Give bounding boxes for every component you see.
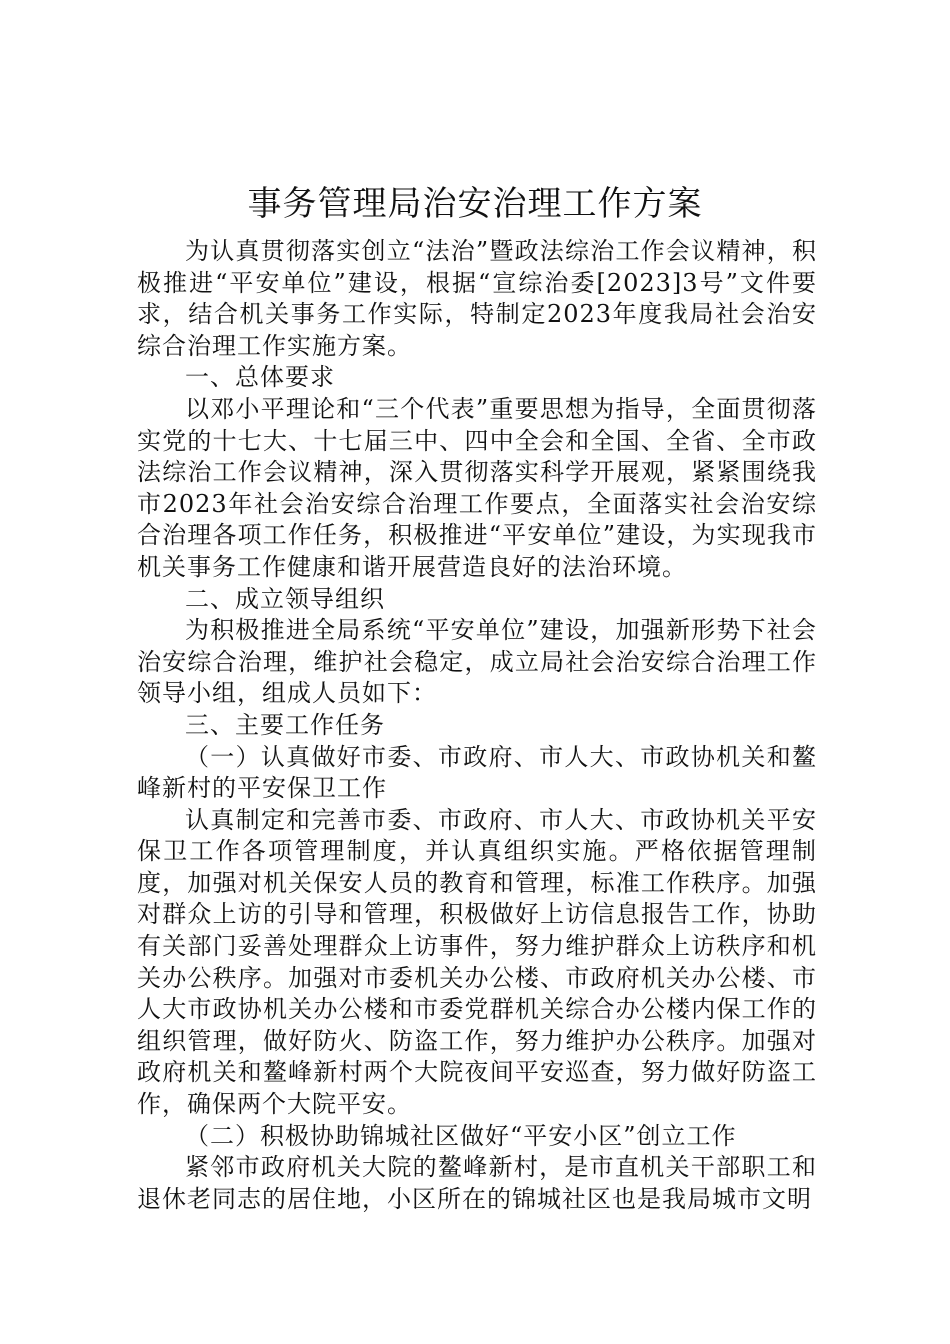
document-title: 事务管理局治安治理工作方案 — [247, 184, 703, 224]
heading-main-tasks: 三、主要工作任务 — [185, 710, 385, 739]
paragraph-general-requirements: 以邓小平理论和“三个代表”重要思想为指导，全面贯彻落实党的十七大、十七届三中、四中全会和全国、全省、全市政法综治工作会议精神，深入贯彻落实科学开展观，紧紧围绕我市2023年社会治安综合治理工作要点，全面落实社会治安综合治理各项工作任务，积极推进“平安单位”建设，为实现我市机关事务工作健康和谐开展营造良好的法治环境。 — [137, 394, 817, 581]
subheading-task-one: （一）认真做好市委、市政府、市人大、市政协机关和鳌峰新村的平安保卫工作 — [137, 742, 817, 803]
paragraph-task-two: 紧邻市政府机关大院的鳌峰新村，是市直机关干部职工和退休老同志的居住地，小区所在的锦城社区也是我局城市文明 — [137, 1153, 817, 1213]
heading-general-requirements: 一、总体要求 — [185, 363, 335, 392]
paragraph-task-one: 认真制定和完善市委、市政府、市人大、市政协机关平安保卫工作各项管理制度，并认真组织实施。严格依据管理制度，加强对机关保安人员的教育和管理，标准工作秩序。加强对群众上访的引导和管理，积极做好上访信息报告工作，协助有关部门妥善处理群众上访事件，努力维护群众上访秩序和机关办公秩序。加强对市委机关办公楼、市政府机关办公楼、市人大市政协机关办公楼和市委党群机关综合办公楼内保工作的组织管理，做好防火、防盗工作，努力维护办公秩序。加强对政府机关和鳌峰新村两个大院夜间平安巡查，努力做好防盗工作，确保两个大院平安。 — [137, 805, 817, 1119]
paragraph-intro: 为认真贯彻落实创立“法治”暨政法综治工作会议精神，积极推进“平安单位”建设，根据“宣综治委[2023]3号”文件要求，结合机关事务工作实际，特制定2023年度我局社会治安综合治理工作实施方案。 — [137, 237, 817, 360]
heading-leadership-organization: 二、成立领导组织 — [185, 584, 385, 613]
document-body — [137, 236, 817, 1215]
paragraph-leadership-organization: 为积极推进全局系统“平安单位”建设，加强新形势下社会治安综合治理，维护社会稳定，成立局社会治安综合治理工作领导小组，组成人员如下： — [137, 616, 817, 708]
subheading-task-two: （二）积极协助锦城社区做好“平安小区”创立工作 — [185, 1121, 737, 1150]
